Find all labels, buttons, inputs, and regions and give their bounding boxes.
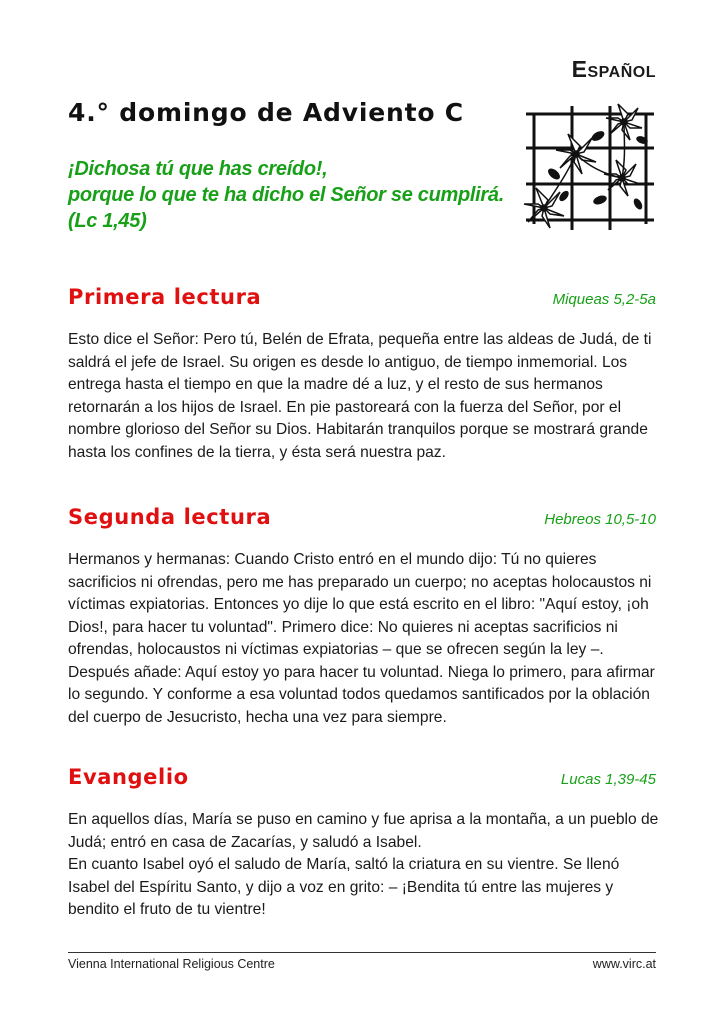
text-line: hasta los confines de la tierra, y ésta será nuestra paz.	[68, 443, 446, 461]
section-title: Segunda lectura	[68, 505, 272, 529]
section-header-evangelio	[68, 765, 656, 789]
section-header-primera-lectura	[68, 285, 656, 309]
section-title: Evangelio	[68, 765, 189, 789]
scripture-reference: Hebreos 10,5-10	[544, 511, 656, 528]
quote-line: ¡Dichosa tú que has creído!,	[68, 158, 328, 180]
text-line: ofrendas, holocaustos ni víctimas expiatorias – que se ofrecen según la ley –.	[68, 641, 604, 658]
text-line: lo segundo. Y conforme a esa voluntad todos quedamos santificados por la oblación	[68, 686, 650, 703]
text-line: saldrá el jefe de Israel. Su origen es desde lo antiguo, de tiempo inmemorial. Los	[68, 353, 628, 371]
section-title: Primera lectura	[68, 285, 262, 309]
footer-website: www.virc.at	[592, 957, 656, 971]
section-header-segunda-lectura	[68, 505, 656, 529]
text-line: Dios!, para hacer tu voluntad". Primero dice: No quieres ni aceptas sacrificios ni	[68, 618, 618, 636]
poinsettia-trellis-icon	[514, 96, 660, 236]
text-line: del cuerpo de Jesucristo, hecha una vez para siempre.	[68, 708, 447, 726]
reading-text	[68, 329, 660, 464]
text-line: En cuanto Isabel oyó el saludo de María, saltó la criatura en su vientre. Se llenó	[68, 856, 620, 873]
text-line: sacrificios ni ofrendas, pero me has preparado un cuerpo; no aceptas holocaustos ni	[68, 573, 652, 591]
text-line: Esto dice el Señor: Pero tú, Belén de Efrata, pequeña entre las aldeas de Judá, de ti	[68, 331, 652, 348]
footer-divider	[68, 952, 656, 953]
scripture-reference: Miqueas 5,2-5a	[552, 291, 656, 308]
text-line: bendito el fruto de tu vientre!	[68, 901, 266, 918]
text-line: entrega hasta el tiempo en que la madre dé a luz, y el resto de sus hermanos	[68, 376, 603, 393]
text-line: víctimas expiatorias. Entonces yo dije lo que está escrito en el libro: "Aquí estoy, ¡oh	[68, 596, 649, 613]
text-line: retornarán a los hijos de Israel. En pie pastoreará con la fuerza del Señor, por el	[68, 398, 622, 416]
footer-organization: Vienna International Religious Centre	[68, 957, 275, 971]
text-line: En aquellos días, María se puso en camino y fue aprisa a la montaña, a un pueblo de	[68, 811, 659, 828]
text-line: nombre glorioso del Señor su Dios. Habitarán tranquilos porque se mostrará grande	[68, 421, 648, 438]
text-line: Después añade: Aquí estoy yo para hacer tu voluntad. Niega lo primero, para afirmar	[68, 663, 655, 681]
text-line: Judá; entró en casa de Zacarías, y saludó a Isabel.	[68, 833, 422, 851]
scripture-reference: Lucas 1,39-45	[560, 771, 656, 788]
quote-line: (Lc 1,45)	[68, 210, 147, 232]
epigraph-quote	[68, 156, 508, 234]
quote-line: porque lo que te ha dicho el Señor se cumplirá.	[68, 184, 504, 206]
text-line: Hermanos y hermanas: Cuando Cristo entró en el mundo dijo: Tú no quieres	[68, 551, 597, 568]
reading-text	[68, 809, 660, 922]
language-label: Español	[571, 56, 656, 82]
text-line: Isabel del Espíritu Santo, y dijo a voz en grito: – ¡Bendita tú entre las mujeres y	[68, 878, 614, 896]
reading-text	[68, 549, 660, 729]
page-title: 4.° domingo de Adviento C	[68, 98, 464, 127]
